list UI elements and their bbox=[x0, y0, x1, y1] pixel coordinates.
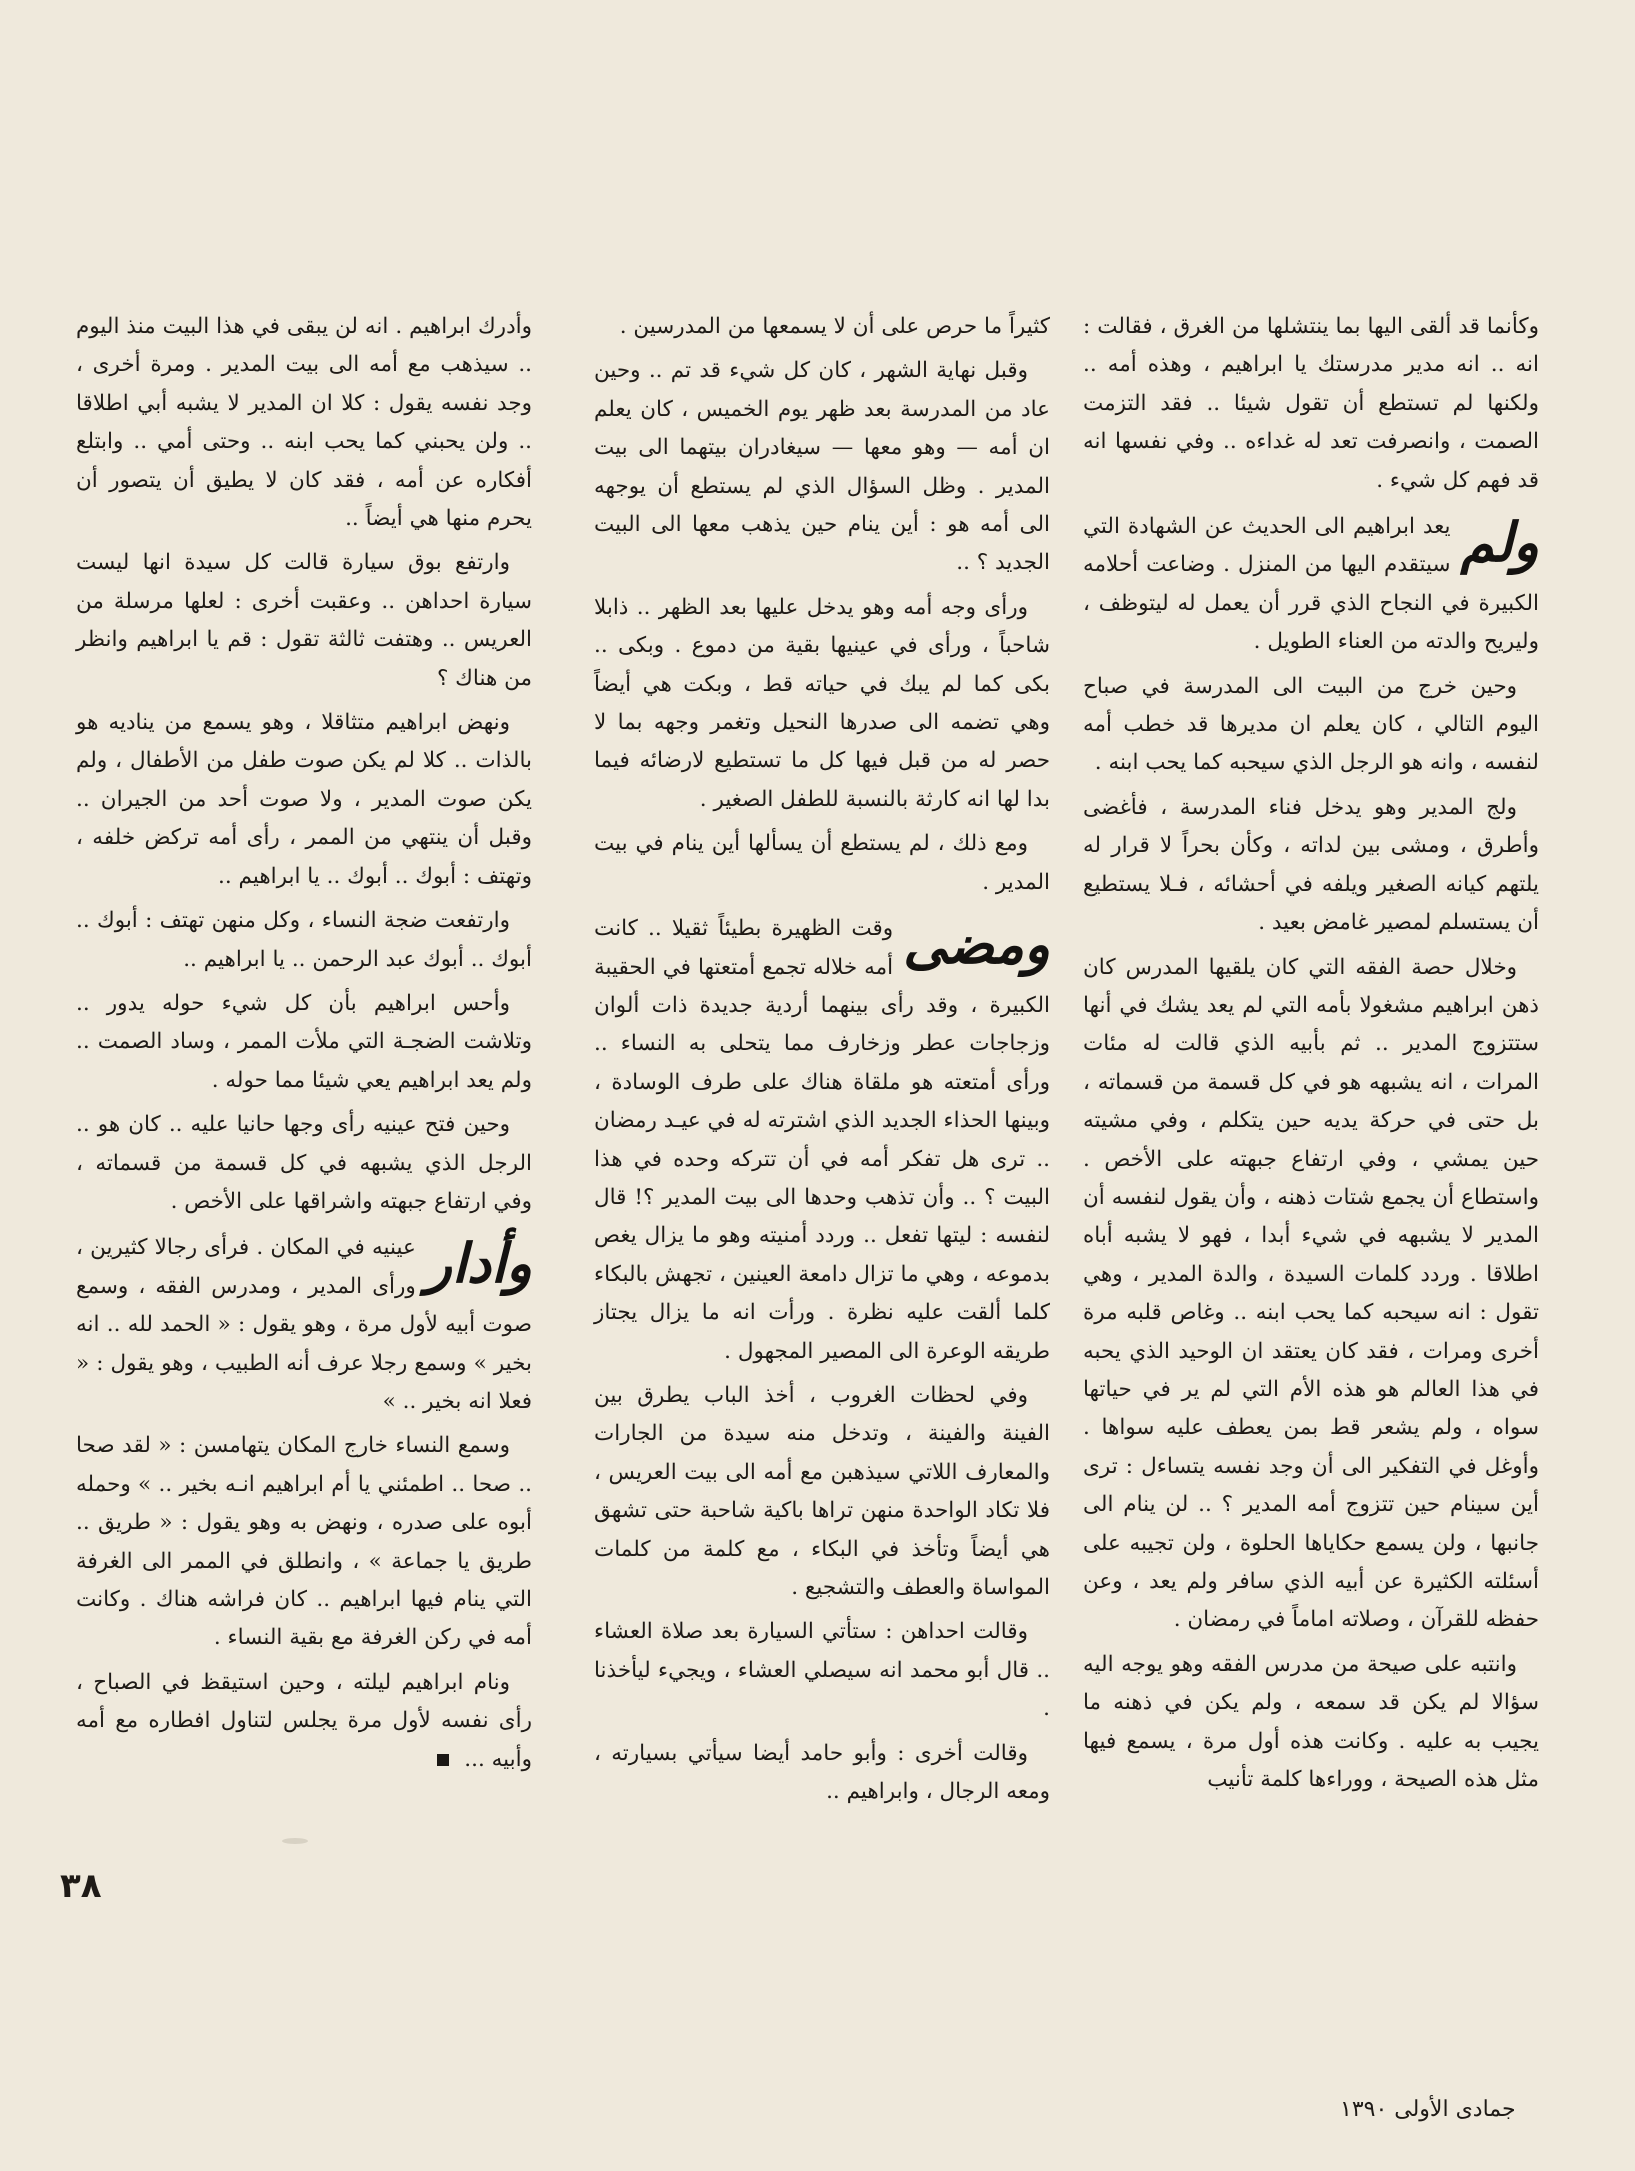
paragraph: وحين فتح عينيه رأى وجها حانيا عليه .. كان هو .. الرجل الذي يشبهه في كل قسمة من قسماته ، وفي ارتفاع جبهته واشراقها على الأخص . bbox=[76, 1112, 532, 1214]
paragraph: وأدرك ابراهيم . انه لن يبقى في هذا البيت منذ اليوم .. سيذهب مع أمه الى بيت المدير . ومرة أخرى ، وجد نفسه يقول : كلا ان المدير لا يشبه أبي اطلاقا .. ولن يحبني كما يحب ابنه .. وحتى أمي .. وابتلع أفكاره عن أمه ، فقد كان لا يطيق أن يتصور أن يحرم منها هي أيضاً .. bbox=[76, 314, 532, 532]
print-smudge bbox=[282, 1838, 308, 1844]
paragraph: وارتفع بوق سيارة قالت كل سيدة انها ليست سيارة احداهن .. وعقبت أخرى : لعلها مرسلة من العريس .. وهتفت ثالثة تقول : قم يا ابراهيم وانظر من هناك ؟ bbox=[76, 550, 532, 691]
paragraph: وقالت احداهن : ستأتي السيارة بعد صلاة العشاء .. قال أبو محمد انه سيصلي العشاء ، ويجيء ليأخذنا . bbox=[594, 1619, 1050, 1722]
paragraph: ولج المدير وهو يدخل فناء المدرسة ، فأغضى وأطرق ، ومشى بين لداته ، وكأن بحراً لا قرار له يلتهم كيانه الصغير ويلفه في أحشائه ، فـلا يستطيع أن يستسلم لمصير غامض بعيد . bbox=[1083, 794, 1539, 936]
paragraph: وسمع النساء خارج المكان يتهامسن : « لقد صحا .. صحا .. اطمئني يا أم ابراهيم انـه بخير .. » وحمله أبوه على صدره ، ونهض به وهو يقول : « طريق .. طريق يا جماعة » ، وانطلق في الممر الى الغرفة التي ينام فيها ابراهيم .. كان فراشه هناك . وكانت أمه في ركن الغرفة مع بقية النساء . bbox=[76, 1433, 532, 1651]
section-paragraph bbox=[594, 910, 1050, 1371]
end-of-article-mark bbox=[437, 1754, 449, 1766]
paragraph: ورأى وجه أمه وهو يدخل عليها بعد الظهر .. ذابلا شاحباً ، ورأى في عينيها بقية من دموع . وبكى .. بكى كما لم يبك في حياته قط ، وبكت هي أيضاً وهي تضمه الى صدرها النحيل وتغمر وجهه بما لا حصر له من قبل فيها كل ما تستطيع لارضائه فيما بدا لها انه كارثة بالنسبة للطفل الصغير . bbox=[594, 594, 1050, 812]
text-column-right bbox=[1083, 308, 1539, 1793]
paragraph: وارتفعت ضجة النساء ، وكل منهن تهتف : أبوك .. أبوك .. أبوك عبد الرحمن .. يا ابراهيم .. bbox=[76, 908, 532, 972]
paragraph: ونهض ابراهيم متثاقلا ، وهو يسمع من يناديه هو بالذات .. كلا لم يكن صوت طفل من الأطفال ، ولم يكن صوت المدير ، ولا صوت أحد من الجيران .. وقبل أن ينتهي من الممر ، رأى أمه تركض خلفه ، وتهتف : أبوك .. أبوك .. يا ابراهيم .. bbox=[76, 710, 532, 889]
page-number: ٣٨ bbox=[60, 1866, 102, 1906]
text-column-left bbox=[76, 308, 532, 1772]
paragraph: ومع ذلك ، لم يستطع أن يسألها أين ينام في بيت المدير . bbox=[594, 831, 1050, 895]
paragraph: وانتبه على صيحة من مدرس الفقه وهو يوجه اليه سؤالا لم يكن قد سمعه ، ولم يكن في ذهنه ما يجيب به عليه . وكانت هذه أول مرة ، يسمع فيها مثل هذه الصيحة ، ووراءها كلمة تأنيب bbox=[1083, 1651, 1539, 1793]
paragraph-text: عينيه في المكان . فرأى رجالا كثيرين ، ورأى المدير ، ومدرس الفقه ، وسمع صوت أبيه لأول مرة ، وهو يقول : « الحمد لله .. انه بخير » وسمع رجلا عرف أنه الطبيب ، وهو يقول : « فعلا انه بخير .. » bbox=[76, 1235, 532, 1414]
issue-date: جمادى الأولى ١٣٩٠ bbox=[1340, 2097, 1516, 2122]
paragraph-text: ونام ابراهيم ليلته ، وحين استيقظ في الصباح ، رأى نفسه لأول مرة يجلس لتناول افطاره مع أمه وأبيه ... bbox=[76, 1669, 532, 1772]
text-column-middle bbox=[594, 308, 1050, 1805]
paragraph-text: وقت الظهيرة بطيئاً ثقيلا .. كانت أمه خلاله تجمع أمتعتها في الحقيبة الكبيرة ، وقد رأى بينهما أردية جديدة ذات ألوان وزجاجات عطر وزخارف مما يتحلى به النساء .. ورأى أمتعته هو ملقاة هناك على طرف الوسادة ، وبينها الحذاء الجديد الذي اشترته له في عيـد رمضان .. ترى هل تفكر أمه في أن تتركه وحده في هذا البيت ؟ .. وأن تذهب وحدها الى بيت المدير ؟! قال لنفسه : ليتها تفعل .. وردد أمنيته وهو ما يزال يغص بدموعه ، وهي ما تزال دامعة العينين ، تجهش بالبكاء كلما ألقت عليه نظرة . ورأت انه ما يزال يجتاز طريقه الوعرة الى المصير المجهول . bbox=[594, 916, 1050, 1364]
section-heading-calligraphy: وأدار bbox=[425, 1231, 532, 1296]
section-heading-calligraphy: ولم bbox=[1460, 510, 1539, 575]
paragraph: وأحس ابراهيم بأن كل شيء حوله يدور .. وتلاشت الضجـة التي ملأت الممر ، وساد الصمت .. ولم يعد ابراهيم يعي شيئا مما حوله . bbox=[76, 990, 532, 1093]
paragraph: وكأنما قد ألقى اليها بما ينتشلها من الغرق ، فقالت : انه .. انه مدير مدرستك يا ابراهيم ، وهذه أمه .. ولكنها لم تستطع أن تقول شيئا .. فقد التزمت الصمت ، وانصرفت تعد له غداءه .. وفي نفسها انه قد فهم كل شيء . bbox=[1083, 314, 1539, 493]
paragraph bbox=[76, 1664, 532, 1779]
paragraph: وخلال حصة الفقه التي كان يلقيها المدرس كان ذهن ابراهيم مشغولا بأمه التي لم يعد يشك في أنها ستتزوج المدير .. ثم بأبيه الذي قالت له مئات المرات ، انه يشبهه هو في كل قسمة من قسماته ، بل حتى في حركة يديه حين يتكلم ، وفي مشيته حين يمشي ، وفي ارتفاع جبهته على الأخص . واستطاع أن يجمع شتات ذهنه ، وأن يقول لنفسه أن المدير لا يشبهه في شيء أبدا ، فهو لا يشبه أباه اطلاقا . وردد كلمات السيدة ، والدة المدير ، وهي تقول : انه سيحبه كما يحب ابنه .. وغاص قلبه مرة أخرى ومرات ، فقد كان يعتقد ان الوحيد الذي يحبه في هذا العالم هو هذه الأم التي لم ير في حياتها سواه ، ولم يشعر قط بمن يعطف عليه سواها . وأوغل في التفكير الى أن وجد نفسه يتساءل : ترى أين سينام حين تتزوج أمه المدير ؟ .. لن ينام الى جانبها ، ولن يسمع حكاياها الحلوة ، ولن تجيبه على أسئلته الكثيرة عن أبيه الذي سافر ولم يعد ، وعن حفظه للقرآن ، وصلاته اماماً في رمضان . bbox=[1083, 954, 1539, 1633]
paragraph: كثيراً ما حرص على أن لا يسمعها من المدرسين . bbox=[619, 314, 1050, 339]
section-paragraph bbox=[76, 1229, 532, 1421]
paragraph: وحين خرج من البيت الى المدرسة في صباح اليوم التالي ، كان يعلم ان مديرها قد خطب أمه لنفسه ، وانه هو الرجل الذي سيحبه كما يحب ابنه . bbox=[1083, 673, 1539, 776]
paragraph-text: يعد ابراهيم الى الحديث عن الشهادة التي سيتقدم اليها من المنزل . وضاعت أحلامه الكبيرة في النجاح الذي قرر أن يعمل له ليتوظف ، وليريح والدته من العناء الطويل . bbox=[1083, 514, 1539, 655]
section-heading-calligraphy: ومضى bbox=[903, 912, 1050, 977]
section-paragraph bbox=[1083, 508, 1539, 662]
paragraph: وقبل نهاية الشهر ، كان كل شيء قد تم .. وحين عاد من المدرسة بعد ظهر يوم الخميس ، كان يعلم ان أمه — وهو معها — سيغادران بيتهما الى بيت المدير . وظل السؤال الذي لم يستطع أن يوجهه الى أمه هو : أين ينام حين يذهب معها الى البيت الجديد ؟ .. bbox=[594, 358, 1050, 576]
paragraph: وقالت أخرى : وأبو حامد أيضا سيأتي بسيارته ، ومعه الرجال ، وابراهيم .. bbox=[594, 1740, 1050, 1805]
paragraph: وفي لحظات الغروب ، أخذ الباب يطرق بين الفينة والفينة ، وتدخل منه سيدة من الجارات والمعارف اللاتي سيذهبن مع أمه الى بيت العريس ، فلا تكاد الواحدة منهن تراها باكية شاحبة حتى تشهق هي أيضاً وتأخذ في البكاء ، مع كلمة من كلمات المواساة والعطف والتشجيع . bbox=[594, 1382, 1050, 1600]
